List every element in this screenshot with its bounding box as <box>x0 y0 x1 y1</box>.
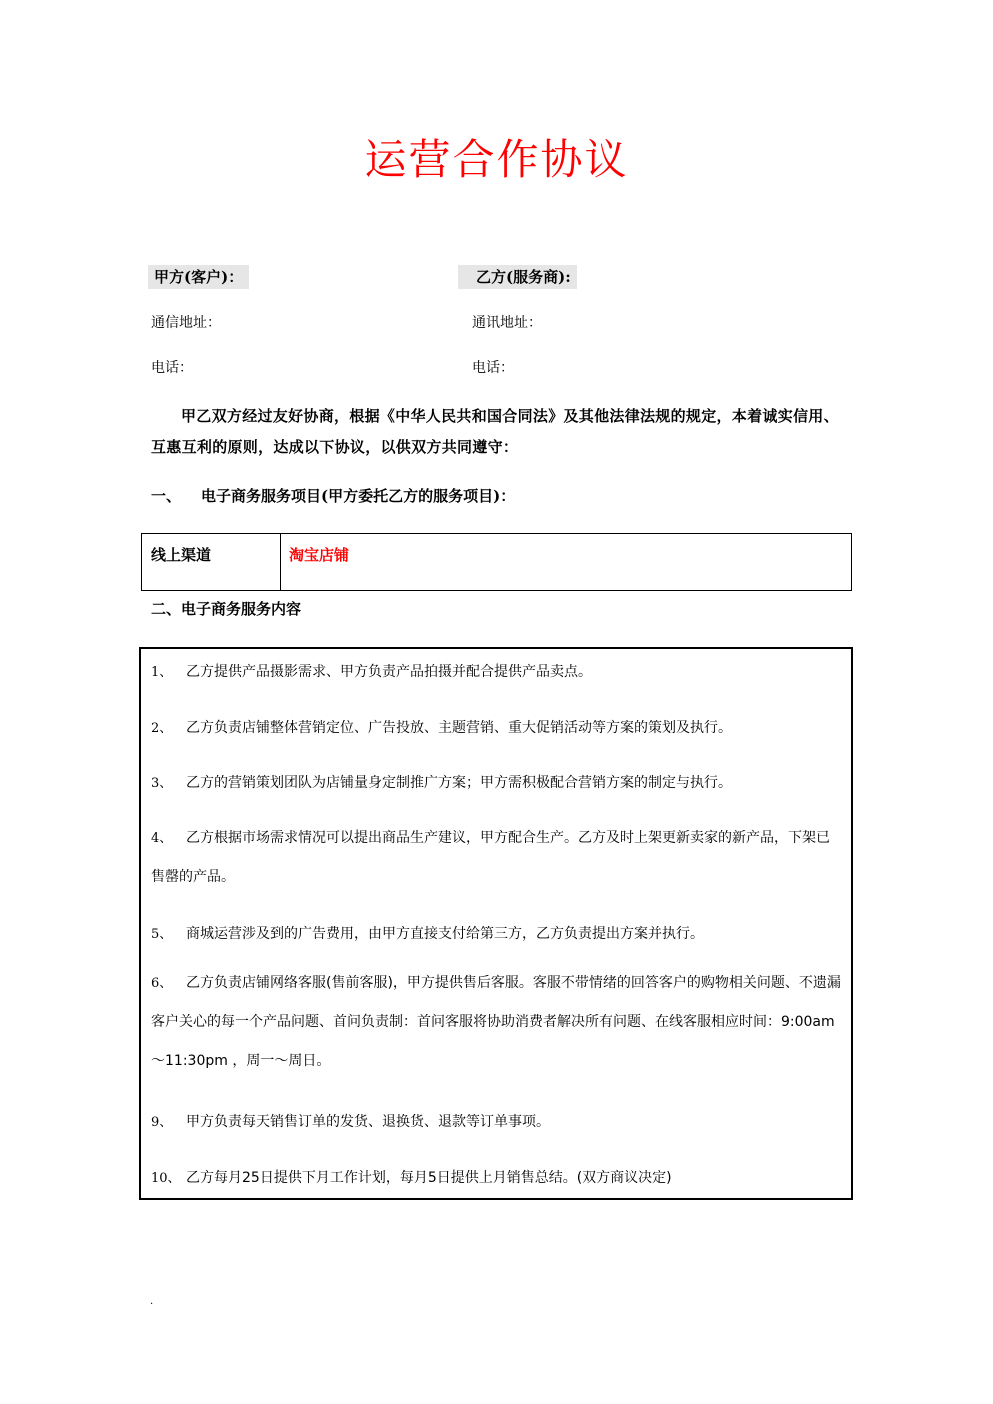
section2-heading: 二、电子商务服务内容 <box>151 600 302 618</box>
list-item <box>151 709 841 748</box>
list-item <box>151 1103 841 1142</box>
list-item <box>151 964 841 1081</box>
party-b-address-label: 通讯地址： <box>472 315 542 331</box>
footer-mark: . <box>150 1296 154 1307</box>
list-item <box>151 1159 841 1198</box>
list-item <box>151 764 841 803</box>
item-number: 4、 <box>151 831 173 846</box>
intro-paragraph: 甲乙双方经过友好协商，根据《中华人民共和国合同法》及其他法律法规的规定，本着诚实信用、互惠互利的原则，达成以下协议，以供双方共同遵守： <box>151 407 839 456</box>
party-a-label: 甲方(客户)： <box>148 265 249 289</box>
list-item <box>151 915 841 954</box>
service-channel-table <box>141 533 852 591</box>
item-number: 2、 <box>151 721 173 736</box>
party-a-address-label: 通信地址： <box>151 315 221 331</box>
section1-number: 一、 <box>151 487 182 505</box>
item-text: 乙方负责店铺网络客服(售前客服)，甲方提供售后客服。客服不带情绪的回答客户的购物相关问题、不遗漏客户关心的每一个产品问题、首问负责制：首问客服将协助消费者解决所有问题、在线客服相应时间：9:00am ～11:30pm ，周一～周日。 <box>151 975 841 1069</box>
channel-label-cell: 线上渠道 <box>142 534 281 590</box>
channel-value-cell: 淘宝店铺 <box>289 546 350 564</box>
section1-heading <box>151 486 515 506</box>
service-content-box <box>139 647 853 1200</box>
item-text: 乙方提供产品摄影需求、甲方负责产品拍摄并配合提供产品卖点。 <box>186 664 592 680</box>
item-text: 乙方负责店铺整体营销定位、广告投放、主题营销、重大促销活动等方案的策划及执行。 <box>186 720 732 736</box>
item-text: 乙方的营销策划团队为店铺量身定制推广方案；甲方需积极配合营销方案的制定与执行。 <box>186 775 732 791</box>
item-number: 6、 <box>151 976 173 991</box>
item-number: 1、 <box>151 665 173 680</box>
party-b-label: 乙方(服务商): <box>458 265 577 289</box>
list-item <box>151 653 841 692</box>
item-number: 5、 <box>151 927 173 942</box>
item-text: 乙方每月25日提供下月工作计划，每月5日提供上月销售总结。(双方商议决定) <box>186 1170 672 1186</box>
item-number: 9、 <box>151 1115 173 1130</box>
party-a-phone-label: 电话： <box>151 360 193 376</box>
list-item <box>151 819 841 897</box>
item-number: 3、 <box>151 776 173 791</box>
party-b-phone-label: 电话： <box>472 360 514 376</box>
section1-heading-text: 电子商务服务项目(甲方委托乙方的服务项目)： <box>201 487 516 505</box>
item-text: 乙方根据市场需求情况可以提出商品生产建议，甲方配合生产。乙方及时上架更新卖家的新产品，下架已售罄的产品。 <box>151 830 830 885</box>
item-text: 甲方负责每天销售订单的发货、退换货、退款等订单事项。 <box>186 1114 550 1130</box>
item-number: 10、 <box>151 1171 181 1186</box>
item-text: 商城运营涉及到的广告费用，由甲方直接支付给第三方，乙方负责提出方案并执行。 <box>186 926 704 942</box>
document-title: 运营合作协议 <box>364 135 629 184</box>
